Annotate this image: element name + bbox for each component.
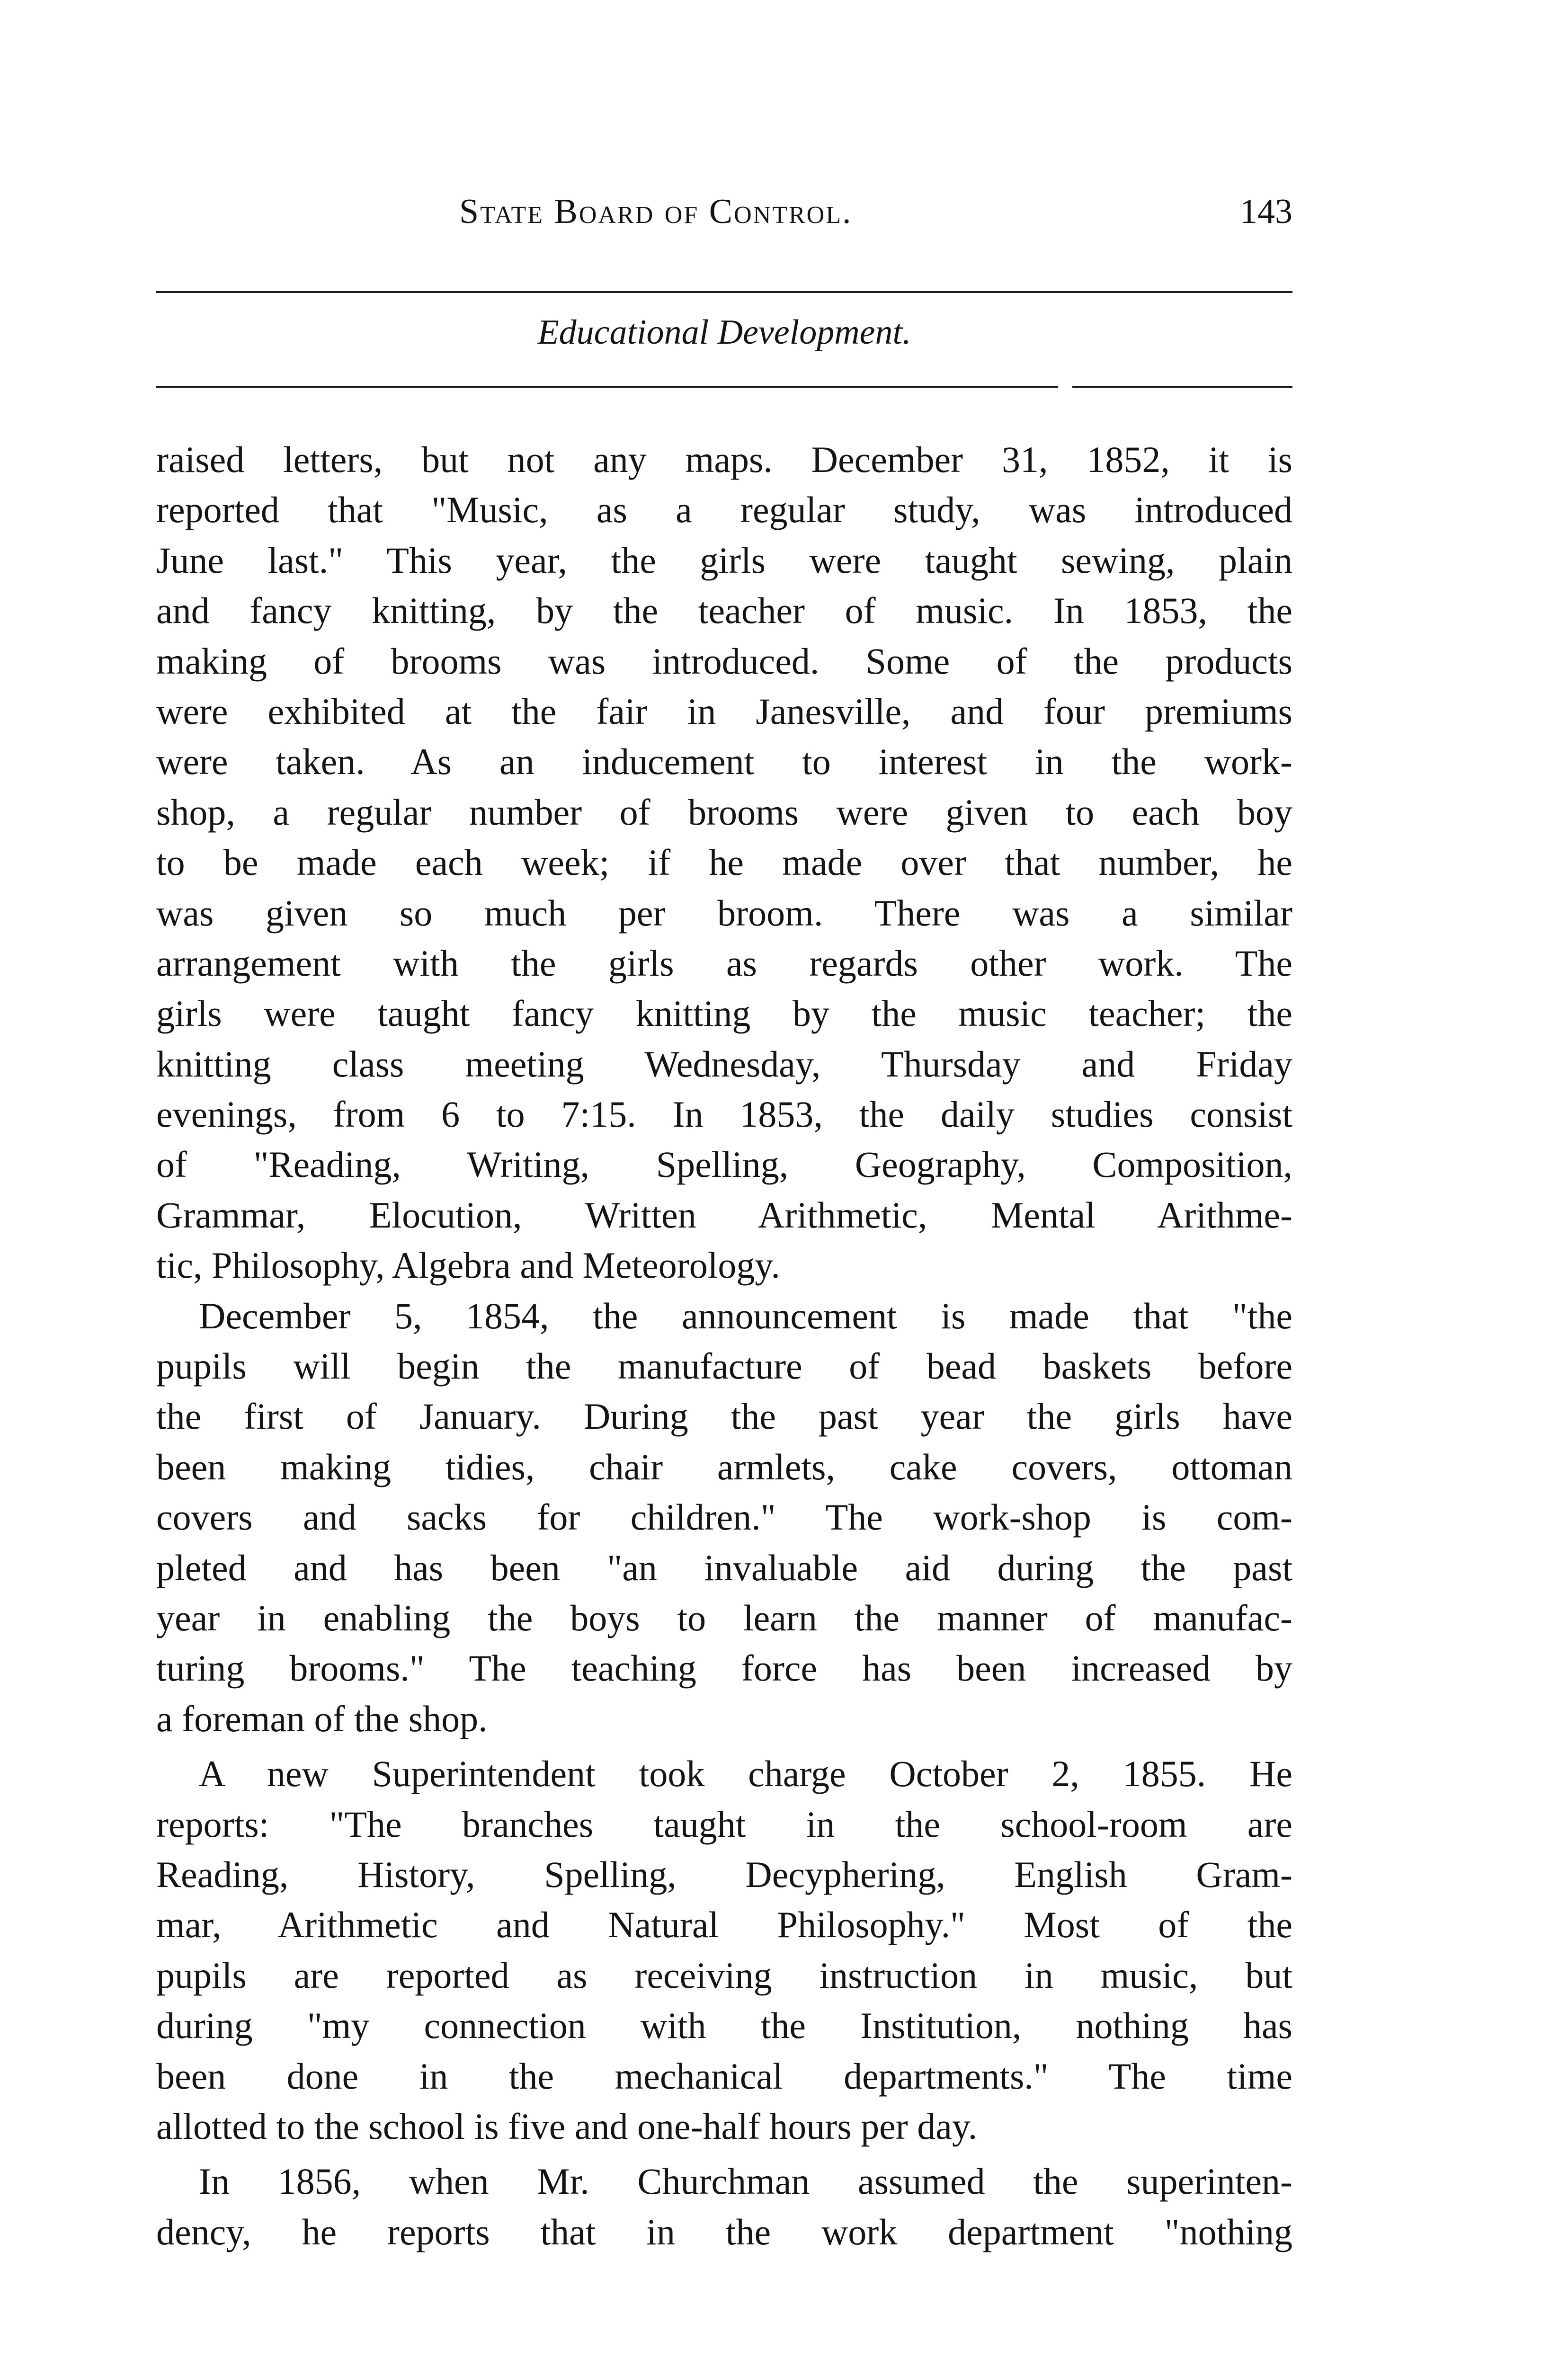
text-line: mar, Arithmetic and Natural Philosophy." Most of the bbox=[156, 1904, 1292, 1946]
text-line: allotted to the school is five and one-half hours per day. bbox=[156, 2105, 978, 2147]
text-line: pupils are reported as receiving instruction in music, but bbox=[156, 1954, 1292, 1996]
text-line: turing brooms." The teaching force has been increased by bbox=[156, 1647, 1292, 1689]
text-line: been done in the mechanical departments." The time bbox=[156, 2055, 1292, 2097]
paragraph-spacer bbox=[156, 2152, 1292, 2156]
text-line: shop, a regular number of brooms were given to each boy bbox=[156, 791, 1292, 833]
text-line: was given so much per broom. There was a similar bbox=[156, 892, 1292, 934]
text-line: girls were taught fancy knitting by the music teacher; the bbox=[156, 993, 1292, 1034]
page-number: 143 bbox=[1240, 192, 1292, 231]
text-line: dency, he reports that in the work department "nothing bbox=[156, 2211, 1292, 2252]
text-line: arrangement with the girls as regards other work. The bbox=[156, 942, 1292, 984]
section-title: Educational Development. bbox=[537, 313, 911, 352]
text-line: Grammar, Elocution, Written Arithmetic, Mental Arithme- bbox=[156, 1194, 1292, 1236]
text-line: A new Superintendent took charge October 2, 1855. He bbox=[199, 1753, 1292, 1795]
text-line: making of brooms was introduced. Some of the products bbox=[156, 640, 1292, 682]
text-line: during "my connection with the Institution, nothing has bbox=[156, 2005, 1292, 2047]
text-line: pupils will begin the manufacture of bead baskets before bbox=[156, 1345, 1292, 1387]
text-line: tic, Philosophy, Algebra and Meteorology. bbox=[156, 1245, 780, 1286]
text-line: raised letters, but not any maps. December 31, 1852, it is bbox=[156, 439, 1292, 480]
text-line: evenings, from 6 to 7:15. In 1853, the daily studies consist bbox=[156, 1094, 1292, 1135]
header-rule-bottom-left bbox=[156, 386, 1058, 388]
text-line: knitting class meeting Wednesday, Thursday and Friday bbox=[156, 1043, 1292, 1085]
text-line: been making tidies, chair armlets, cake covers, ottoman bbox=[156, 1446, 1292, 1487]
text-line: June last." This year, the girls were taught sewing, plain bbox=[156, 539, 1292, 581]
paragraph-1 bbox=[156, 435, 1292, 1291]
header-rule-bottom-right bbox=[1072, 386, 1292, 388]
text-line: Reading, History, Spelling, Decyphering, English Gram- bbox=[156, 1853, 1292, 1895]
header-rule-top bbox=[156, 291, 1292, 293]
paragraph-3 bbox=[156, 1749, 1292, 2152]
text-line: and fancy knitting, by the teacher of music. In 1853, the bbox=[156, 590, 1292, 632]
running-title: State Board of Control. bbox=[459, 192, 853, 231]
text-line: reported that "Music, as a regular study, was introduced bbox=[156, 489, 1292, 531]
running-header bbox=[156, 192, 1292, 244]
text-line: reports: "The branches taught in the school-room are bbox=[156, 1803, 1292, 1845]
body-text bbox=[156, 435, 1292, 2257]
text-line: covers and sacks for children." The work-shop is com- bbox=[156, 1496, 1292, 1538]
paragraph-4 bbox=[156, 2156, 1292, 2257]
text-line: the first of January. During the past year the girls have bbox=[156, 1396, 1292, 1437]
text-line: In 1856, when Mr. Churchman assumed the superinten- bbox=[199, 2161, 1292, 2202]
text-line: of "Reading, Writing, Spelling, Geography, Composition, bbox=[156, 1144, 1292, 1185]
text-line: pleted and has been "an invaluable aid during the past bbox=[156, 1547, 1292, 1588]
paragraph-spacer bbox=[156, 1744, 1292, 1749]
text-line: December 5, 1854, the announcement is made that "the bbox=[199, 1295, 1292, 1336]
text-line: were exhibited at the fair in Janesville, and four premiums bbox=[156, 690, 1292, 732]
text-line: were taken. As an inducement to interest in the work- bbox=[156, 741, 1292, 783]
text-line: year in enabling the boys to learn the manner of manufac- bbox=[156, 1597, 1292, 1638]
text-line: to be made each week; if he made over that number, he bbox=[156, 842, 1292, 883]
text-line: a foreman of the shop. bbox=[156, 1698, 488, 1739]
paragraph-2 bbox=[156, 1291, 1292, 1744]
